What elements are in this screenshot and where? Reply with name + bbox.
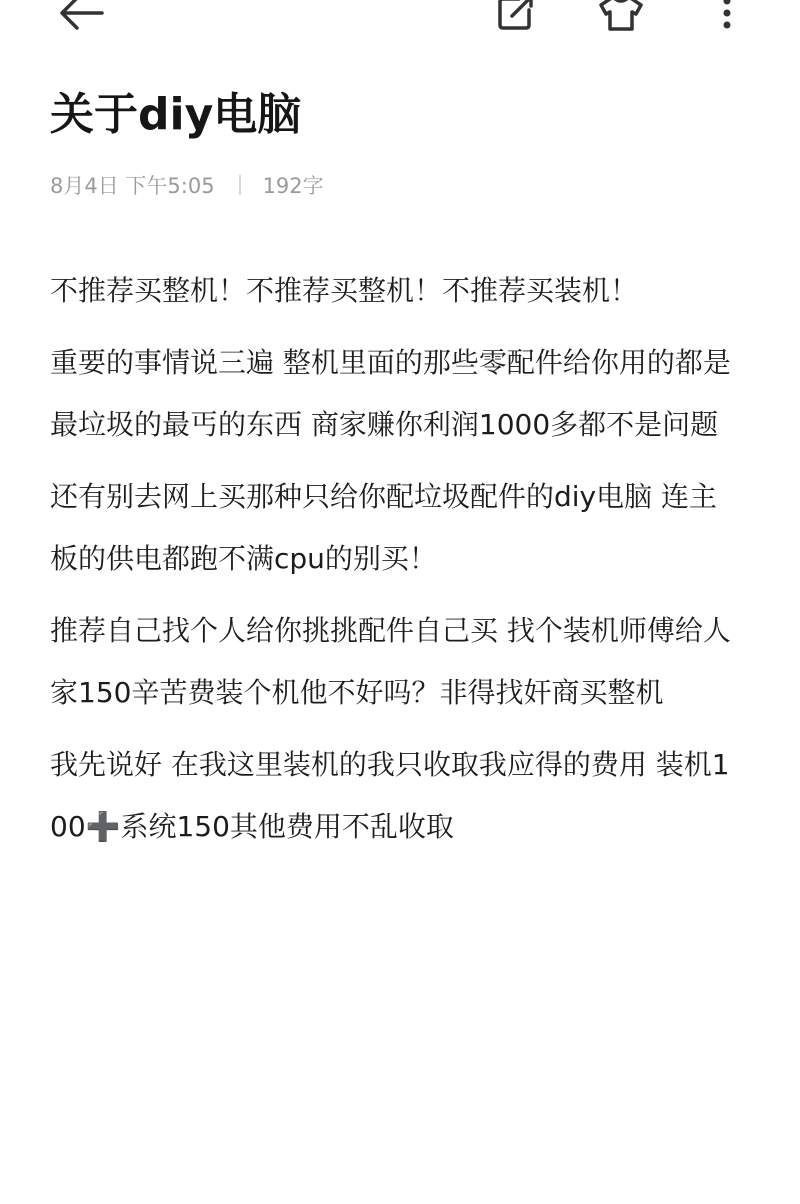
note-paragraph[interactable]: 不推荐买整机！不推荐买整机！不推荐买装机！: [50, 274, 639, 307]
note-word-count: 192字: [262, 174, 324, 198]
share-icon: [495, 0, 535, 33]
note-meta: [50, 170, 324, 200]
theme-button[interactable]: [594, 0, 648, 40]
top-toolbar: [0, 0, 800, 40]
note-body[interactable]: [50, 260, 740, 858]
arrow-left-icon: [56, 0, 106, 33]
tshirt-icon: [598, 0, 644, 33]
note-paragraph[interactable]: 我先说好 在我这里装机的我只收取我应得的费用 装机100➕系统150其他费用不乱收取: [50, 748, 730, 843]
more-vertical-icon: [717, 0, 737, 33]
note-title[interactable]: 关于diy电脑: [50, 89, 302, 140]
note-paragraph[interactable]: 重要的事情说三遍 整机里面的那些零配件给你用的都是最垃圾的最丐的东西 商家赚你利润1000多都不是问题: [50, 346, 731, 441]
share-button[interactable]: [488, 0, 542, 40]
more-options-button[interactable]: [700, 0, 754, 40]
note-date: 8月4日 下午5:05: [50, 174, 215, 198]
note-paragraph[interactable]: 还有别去网上买那种只给你配垃圾配件的diy电脑 连主板的供电都跑不满cpu的别买！: [50, 480, 718, 575]
meta-divider: [239, 175, 241, 195]
note-paragraph[interactable]: 推荐自己找个人给你挑挑配件自己买 找个装机师傅给人家150辛苦费装个机他不好吗？非得找奸商买整机: [50, 614, 731, 709]
back-button[interactable]: [54, 0, 108, 40]
